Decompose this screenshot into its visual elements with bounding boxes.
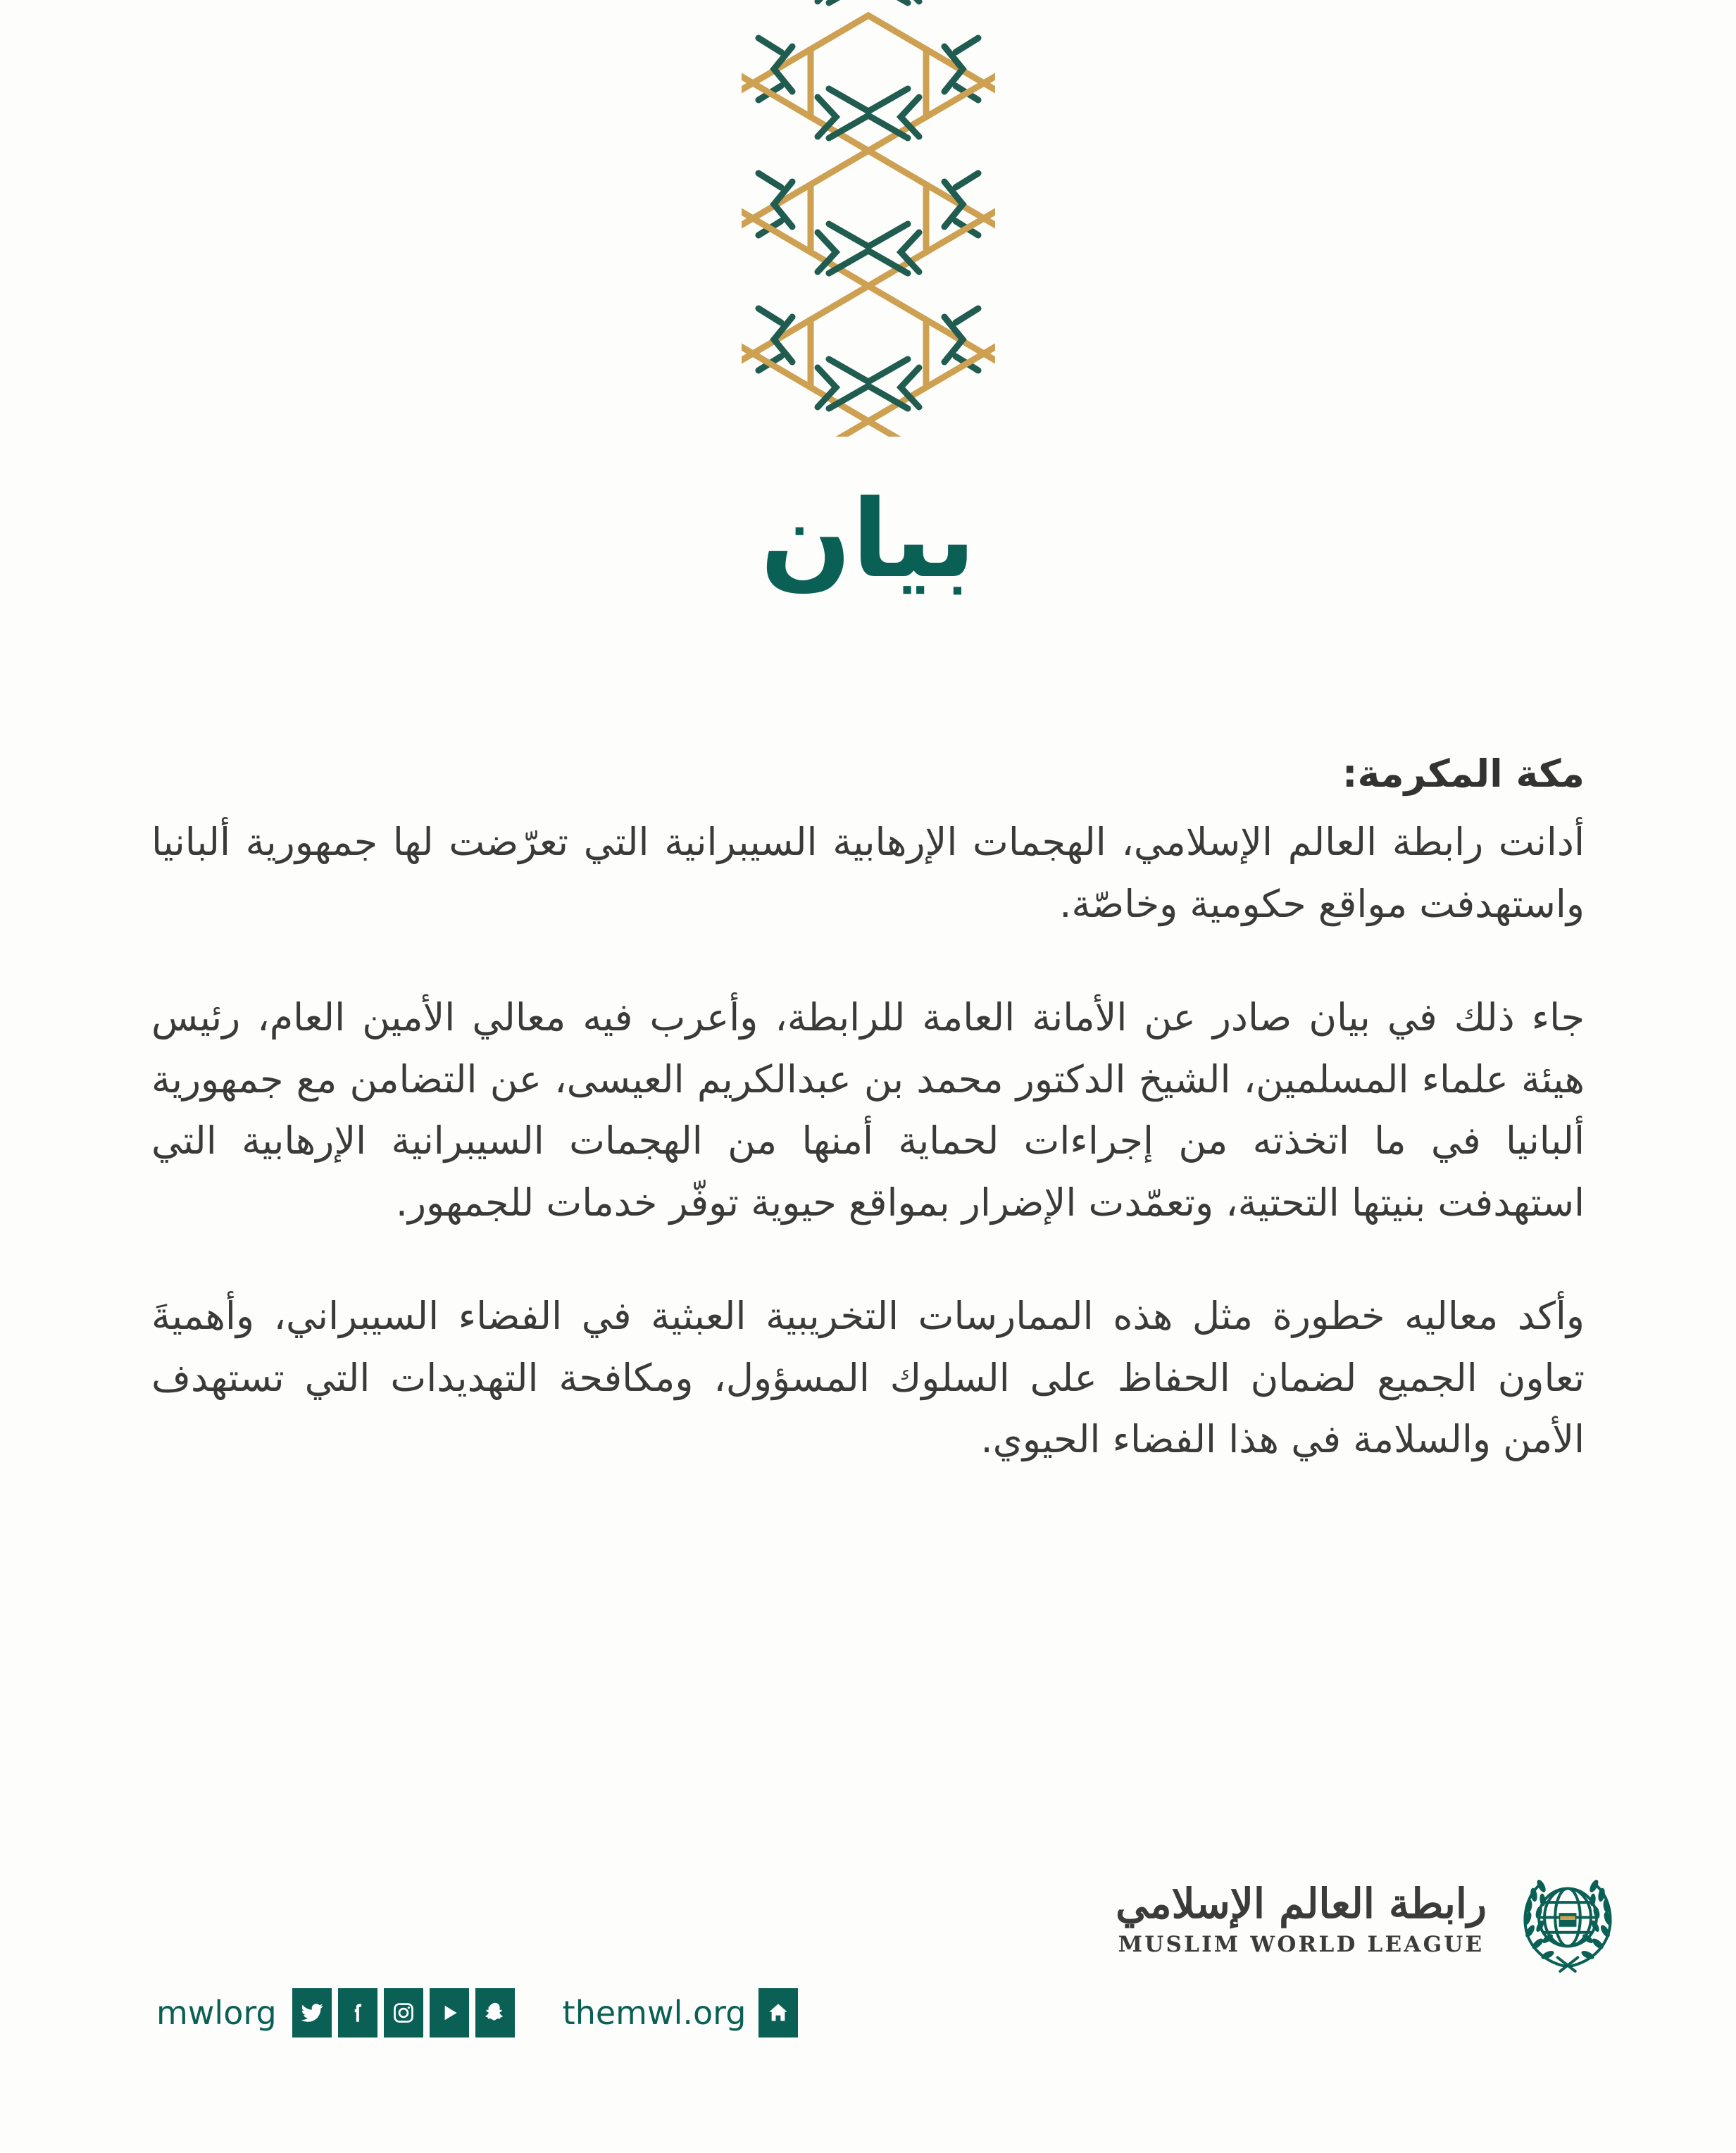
- brand-name-english: MUSLIM WORLD LEAGUE: [1118, 1932, 1485, 1958]
- social-handle: mwlorg: [156, 1994, 277, 2032]
- social-icon-row: [292, 1988, 515, 2037]
- home-icon[interactable]: [758, 1988, 798, 2037]
- paragraph-spacer: [151, 935, 1585, 987]
- page-title-container: [0, 477, 1736, 601]
- mwl-globe-laurel-emblem-icon: [1505, 1857, 1630, 1983]
- dateline: مكة المكرمة:: [1342, 751, 1585, 796]
- header-ornament: [742, 0, 995, 437]
- brand-text: [1116, 1879, 1487, 1958]
- facebook-icon[interactable]: [338, 1988, 377, 2037]
- footer: [0, 1850, 1736, 2153]
- paragraph-3: وأكد معاليه خطورة مثل هذه الممارسات التخريبية العبثية في الفضاء السيبراني، وأهميةَ تعاون الجميع لضمان الحفاظ على السلوك المسؤول، ومكافحة التهديدات التي تستهدف الأمن والسلامة في هذا الفضاء الحيوي.: [151, 1294, 1585, 1462]
- social-strip: [156, 1988, 798, 2037]
- youtube-icon[interactable]: [430, 1988, 469, 2037]
- instagram-icon[interactable]: [384, 1988, 423, 2037]
- brand-name-arabic: رابطة العالم الإسلامي: [1116, 1879, 1487, 1928]
- snapchat-icon[interactable]: [475, 1988, 515, 2037]
- website-group: [563, 1988, 799, 2037]
- paragraph-spacer: [151, 1233, 1585, 1285]
- twitter-icon[interactable]: [292, 1988, 332, 2037]
- brand-logo: [1116, 1857, 1630, 1983]
- page-title: بيان: [760, 477, 976, 601]
- website-url: themwl.org: [562, 1994, 747, 2032]
- islamic-hexagon-pattern-icon: [742, 0, 995, 437]
- paragraph-2: جاء ذلك في بيان صادر عن الأمانة العامة للرابطة، وأعرب فيه معالي الأمين العام، رئيس هيئة علماء المسلمين، الشيخ الدكتور محمد بن عبدالكريم العيسى، عن التضامن مع جمهورية ألبانيا في ما اتخذته من إجراءات لحماية أمنها من الهجمات السيبرانية الإرهابية التي استهدفت بنيتها التحتية، وتعمّدت الإضرار بمواقع حيوية توفّر خدمات للجمهور.: [151, 995, 1585, 1225]
- statement-body: [151, 747, 1585, 1471]
- paragraph-1: أدانت رابطة العالم الإسلامي، الهجمات الإرهابية السيبرانية التي تعرّضت لها جمهورية ألبانيا واستهدفت مواقع حكومية وخاصّة.: [151, 820, 1585, 926]
